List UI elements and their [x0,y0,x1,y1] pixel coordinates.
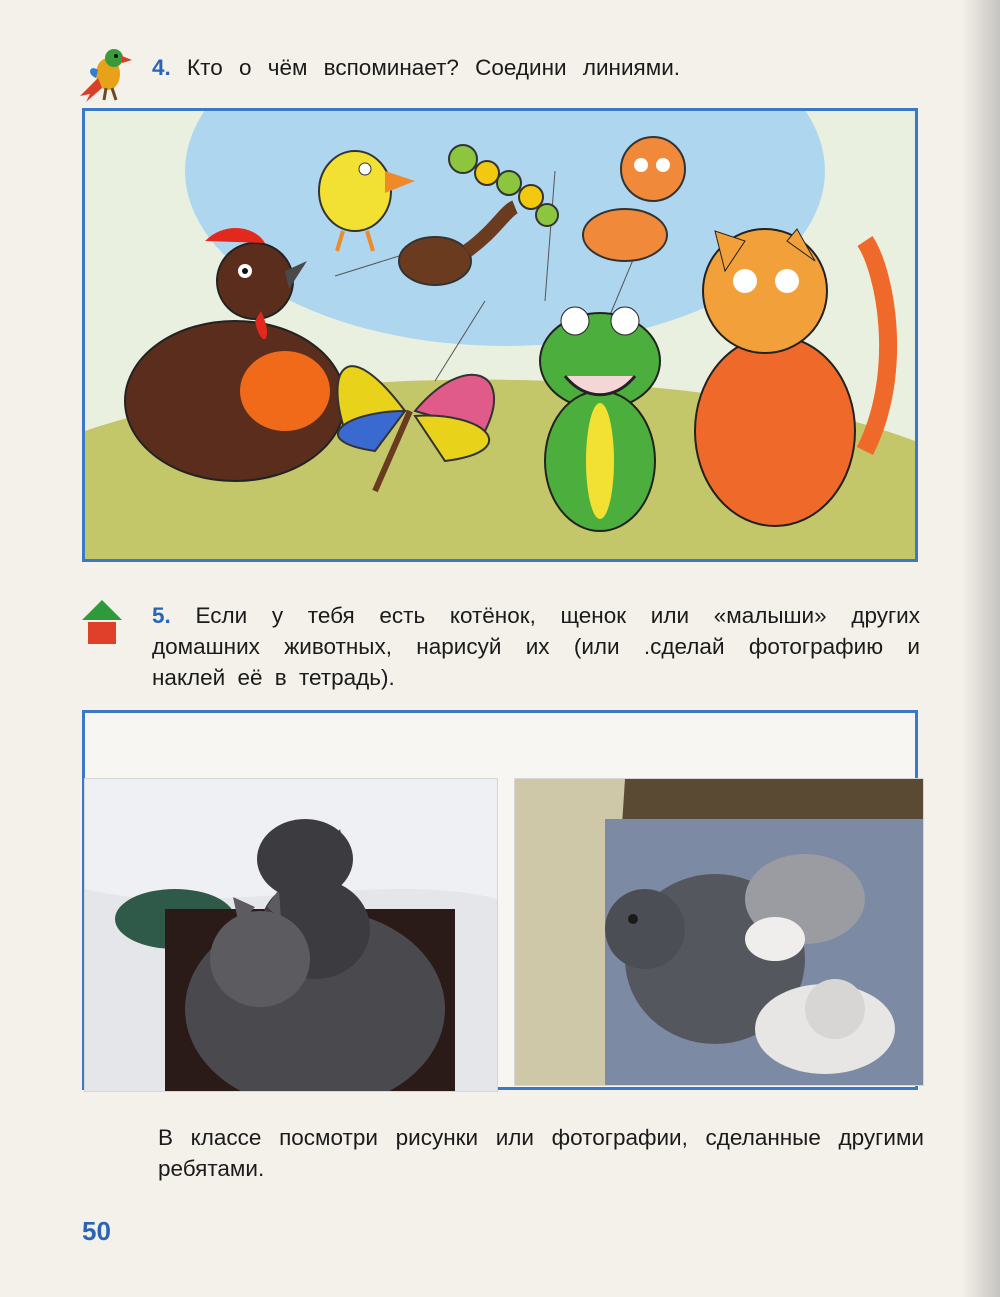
parrot-icon [76,44,138,104]
caption-text: В классе посмотри рисунки или фотографии, сделанные другими ребятами. [158,1125,924,1181]
kittens-image [515,779,923,1085]
photo-kittens [514,778,924,1086]
frog [540,307,660,531]
task5-text-block [152,600,920,693]
task4-heading [152,52,680,83]
task5-text: Если у тебя есть котёнок, щенок или «малыши» других домашних животных, нарисуй их (или .сделай фотографию и наклей её в тетрадь). [152,603,920,690]
house-icon [80,598,124,646]
photo-two-cats [84,778,498,1092]
task5-number: 5. [152,603,171,628]
task4-number: 4. [152,55,171,80]
page-edge-shadow [962,0,1000,1297]
task4-text: Кто о чём вспоминает? Соедини линиями. [187,55,681,80]
page-number: 50 [82,1216,111,1246]
animals-scene [85,111,915,559]
animals-illustration [82,108,918,562]
two-cats-image [85,779,497,1091]
